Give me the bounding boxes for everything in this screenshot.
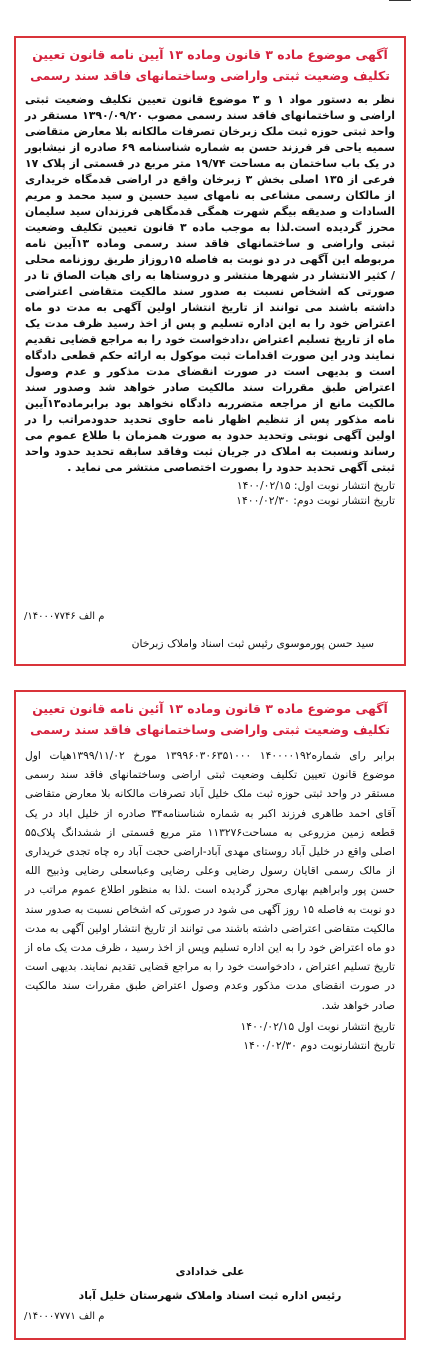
notice-1-title [25,44,395,86]
notice-1-dates [25,478,395,508]
notice-2-signer-title: رئیس اداره ثبت اسناد واملاک شهرستان خلیل آباد [78,1289,342,1302]
legal-notice-1 [14,36,406,666]
notice-2-reference-code: /۱۴۰۰۰۷۷۷۱ م الف [24,1311,105,1322]
notice-2-title [25,698,395,740]
notice-2-dates [25,1017,395,1055]
notice-1-body: نظر به دستور مواد ۱ و ۳ موضوع قانون تعیین تکلیف وضعیت ثبتی اراضی و ساختمانهای فاقد سند رسمی مصوب ۱۳۹۰/۰۹/۲۰ مستقر در واحد ثبتی حوزه ثبت ملک زبرخان تصرفات مالکانه بلا معارض متقاضی سمیه یاحی فر فرزند حسن به شماره شناسنامه ۶۹ صادره از نیشابور در یک باب ساختمان به مساحت ۱۹/۷۴ متر مربع در قسمتی از پلاک ۱۷ فرعی از ۱۳۵ اصلی بخش ۳ زبرخان واقع در اراضی قدمگاه خریداری از مالکان رسمی مشاعی به نامهای سید حسین و سید محمد و مریم السادات و صدیقه بیگم شهرت همگی قدمگاهی فرزندان سید سلیمان محرز گردیده است.لذا به موجب ماده ۳ قانون تعیین تکلیف وضعیت ثبتی واراضی و ساختمانهای فاقد سند رسمی وماده ۱۳آیین نامه مربوطه این آگهی در دو نوبت به فاصله ۱۵روزاز طریق روزنامه محلی / کثیر الانتشار در شهرها منتشر و دروستاها به رای هیات الصاق تا در صورتی که اشخاص نسبت به صدور سند مالکیت متقاضی اعتراضی داشته باشند می توانند از تاریخ انتشار اولین آگهی به مدت دو ماه اعتراض خود را به این اداره تسلیم و پس از اخذ رسید ظرف مدت یک ماه از تاریخ تسلیم اعتراض ،دادخواست خود را به مراجع قضایی تقدیم نمایند ودر این صورت اقدامات ثبت موکول به ارائه حکم قطعی دادگاه است و بدیهی است در صورت انقضای مدت مذکور و عدم وصول اعتراض طبق مقررات سند مالکیت صادر خواهد شد وصدور سند مالکیت مانع از مراجعه متضرربه دادگاه نخواهد بود برابرماده۱۳آیین نامه مذکور پس از تنظیم اظهار نامه حاوی تحدید حدودمراتب را در اولین آگهی نوبتی وتحدید حدود به صورت همزمان با طلاع عموم می رساند ونسبت به املاک در جریان ثبت وفاقد سابقه تحدید حدود واحد ثبتی آگهی تحدید حدود را بصورت اختصاصی منتشر می نماید . [25,93,396,474]
notice-2-title-line-2: تکلیف وضعیت ثبتی واراضی وساختمانهای فاقد سند رسمی [30,722,390,737]
notice-2-first-publication-date: تاریخ انتشار نوبت اول ۱۴۰۰/۰۲/۱۵ [240,1019,395,1033]
notice-2-title-line-1: آگهی موضوع ماده ۳ قانون وماده ۱۳ آئین نامه قانون تعیین [32,701,388,716]
notice-1-second-publication-date: تاریخ انتشار نوبت دوم: ۱۴۰۰/۰۲/۳۰ [236,494,395,507]
notice-1-title-line-2: تکلیف وضعیت ثبتی واراضی وساختمانهای فاقد سند رسمی [30,68,390,83]
notice-2-body: برابر رای شماره۱۴۰۰۰۰۱۹۲ ۱۳۹۹۶۰۳۰۶۳۵۱۰۰۰ مورخ ۱۳۹۹/۱۱/۰۲هیات اول موضوع قانون تعیین تکلیف وضعیت ثبتی اراضی وساختمانهای فاقد سند رسمی مستقر در واحد ثبتی حوزه ثبت ملک خلیل آباد تصرفات مالکانه بلا معارض متقاضی آقای احمد طاهری فرزند اکبر به شماره شناسنامه۳۴ صادره از خلیل اباد در یک قطعه زمین مزروعی به مساحت۱۱۳۲۷۶ متر مربع قسمتی از ششدانگ پلاک۵۵ اصلی واقع در خلیل آباد روستای مهدی آباد-اراضی حجت آباد ره چاه تجدی خریداری از مالک رسمی اقایان رسول رضایی وعلی رضایی وعباسعلی رضایی وذبیح الله حسن پور وابراهیم بهاری محرز گردیده است .لذا به منظور اطلاع عموم مراتب در دو نوبت به فاصله ۱۵ روز آگهی می شود در صورتی که اشخاص نسبت به صدور سند مالکیت متقاضی اعتراضی داشته باشند می توانند از تاریخ انتشار اولین آگهی به مدت دو ماه اعتراض خود را به این اداره تسلیم وپس از اخذ رسید ، ظرف مدت یک ماه از تاریخ تسلیم اعتراض ، دادخواست خود را به مراجع قضایی تقدیم نمایند. بدیهی است در صورت انقضای مدت مذکور وعدم وصول اعتراض طبق مقررات سند مالکیت صادر خواهد شد. [25,749,396,1012]
notice-1-reference-code: /۱۴۰۰۰۷۷۴۶ م الف [24,611,105,622]
notice-1-title-line-1: آگهی موضوع ماده ۳ قانون وماده ۱۳ آیین نامه قانون تعیین [32,47,388,62]
legal-notice-2 [14,690,406,1340]
notice-1-first-publication-date: تاریخ انتشار نوبت اول: ۱۴۰۰/۰۲/۱۵ [236,479,395,492]
notice-2-second-publication-date: تاریخ انتشارنوبت دوم ۱۴۰۰/۰۲/۳۰ [243,1038,395,1052]
page-corner-mark [389,0,411,4]
notice-1-signature: سید حسن پورموسوی رئیس ثبت اسناد واملاک زبرخان [131,637,374,650]
notice-2-signer-name: علی خدادادی [175,1265,245,1278]
